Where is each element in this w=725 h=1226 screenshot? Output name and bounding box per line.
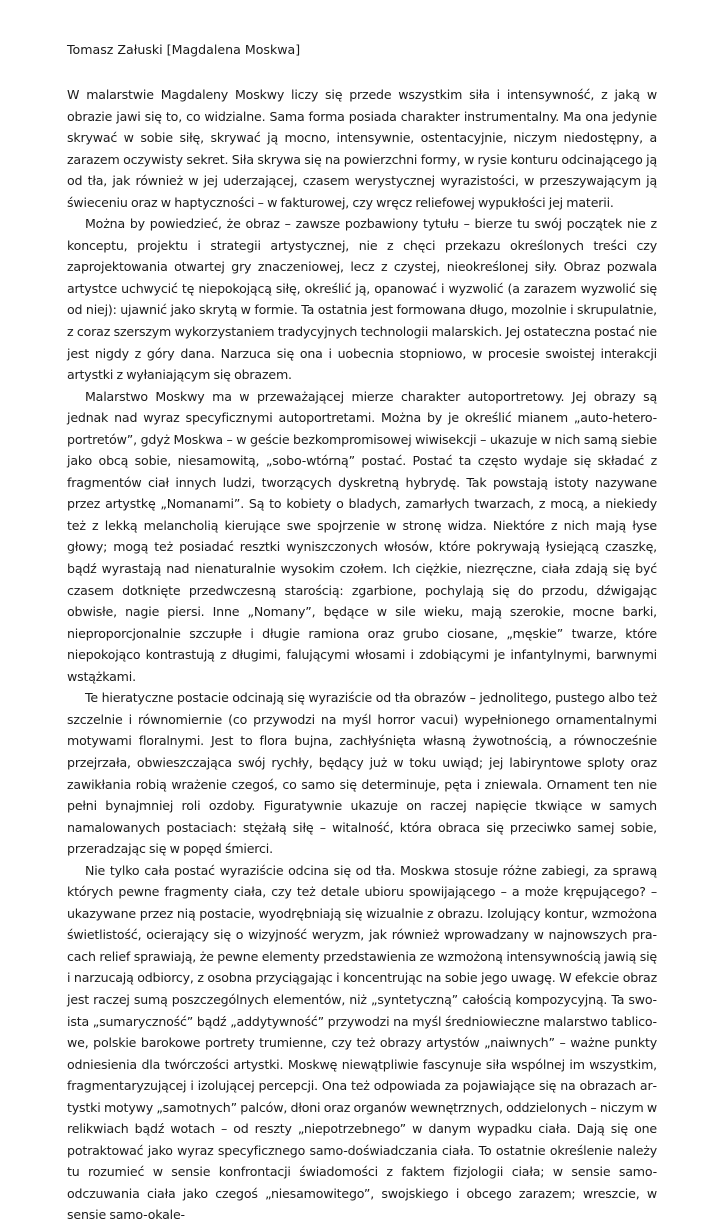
paragraph-5: Nie tylko cała postać wyraziście odcina się od tła. Moskwa stosuje różne zabiegi, za sprawą których pewne fragmenty ciała, czy też detale ubioru spowijającego – a może krępującego? – ukazywane przez nią postacie, wyodrębniają się wizualnie z obrazu. Izolujący kontur, wzmożona świetlistość, ocierający się o wizyjność weryzm, jak również wprowadzany w najnowszych pracach relief sprawiają, że pewne elementy przedstawienia ze wzmożoną intensywnością jawią się i narzucają odbiorcy, z osobna przyciągając i koncentrując na sobie jego uwagę. W efekcie obraz jest raczej sumą poszczególnych elementów, niż „syntetyczną” całością kompozycyjną. Ta swoista „sumaryczność” bądź „addytywność” przywodzi na myśl średniowieczne malarstwo tablicowe, polskie barokowe portrety trumienne, czy też obrazy artystów „naiwnych” – ważne punkty odniesienia dla twórczości artystki. Moskwę niewątpliwie fascynuje siła wspólnej im wszystkim, fragmentaryzującej i izolującej percepcji. Ona też odpowiada za pojawiające się na obrazach artystki motywy „samotnych” palców, dłoni oraz organów wewnętrznych, oddzielonych – niczym w relikwiach bądź wotach – od reszty „niepotrzebnego” w danym wypadku ciała. Dają się one potraktować jako wyraz specyficznego samo-doświadczania ciała. To ostatnie określenie należy tu rozumieć w sensie konfrontacji świadomości z faktem fizjologii ciała; w sensie samo-odczuwania ciała jako czegoś „niesamowitego”, swojskiego i obcego zarazem; wreszcie, w sensie samo-okale-: [67, 862, 657, 1223]
paragraph-1: W malarstwie Magdaleny Moskwy liczy się przede wszystkim siła i intensywność, z jaką w obrazie jawi się to, co widzialne. Sama forma posiada charakter instrumentalny. Ma ona jedynie skrywać w sobie siłę, skrywać ją mocno, intensywnie, ostentacyjnie, niczym niedostępny, a zarazem oczywisty sekret. Siła skrywa się na powierzchni formy, w rysie konturu odcinającego ją od tła, jak również w jej uderzającej, czasem werystycznej wyrazistości, w przeszywającym ją świeceniu oraz w haptyczności – w fakturowej, czy wręcz reliefowej wypukłości jej materii.: [67, 87, 657, 210]
paragraph-4: Te hieratyczne postacie odcinają się wyraziście od tła obrazów – jednolitego, pustego albo też szczelnie i równomiernie (co przywodzi na myśl horror vacui) wypełnionego ornamentalnymi motywami floralnymi. Jest to flora bujna, zachłyśnięta własną żywotnością, a równocześnie przejrzała, obwieszczająca swój rychły, będący już w toku uwiąd; jej labiryntowe sploty oraz zawikłania robią wrażenie czegoś, co samo się determinuje, pęta i zniewala. Ornament ten nie pełni bynajmniej roli ozdoby. Figuratywnie ukazuje on raczej napięcie tkwiące w samych namalowanych postaciach: stężałą siłę – witalność, która obraca się przeciwko samej sobie, przeradzając się w popęd śmierci.: [67, 690, 657, 857]
article-body: [67, 84, 657, 1226]
running-head: Tomasz Załuski [Magdalena Moskwa]: [67, 42, 301, 57]
document-page: [67, 40, 657, 1226]
paragraph-3: Malarstwo Moskwy ma w przeważającej mierze charakter autoportretowy. Jej obrazy są jednak nad wyraz specyficznymi autoportretami. Można by je określić mianem „auto-hetero-portretów”, gdyż Moskwa – w geście bezkompromisowej wiwisekcji – ukazuje w nich samą siebie jako obcą sobie, niesamowitą, „sobo-wtórną” postać. Postać ta często wydaje się składać z fragmentów ciał innych ludzi, tworzących dyskretną hybrydę. Tak powstają istoty nazywane przez artystkę „Nomanami”. Są to kobiety o bladych, zamarłych twarzach, z mocą, a niekiedy też z lekką melancholią kierujące swe spojrzenie w stronę widza. Niektóre z nich mają łyse głowy; mogą też posiadać resztki wyniszczonych włosów, które pokrywają łysiejącą czaszkę, bądź wyrastają nad nienaturalnie wysokim czołem. Ich ciężkie, niezręczne, ciała zdają się być czasem dotknięte przedwczesną starością: zgarbione, pochylają się do przodu, dźwigając obwisłe, nagie piersi. Inne „Nomany”, będące w sile wieku, mają szerokie, mocne barki, nieproporcjonalnie szczupłe i długie ramiona oraz grubo ciosane, „męskie” twarze, które niepokojąco kontrastują z długimi, falującymi włosami i zdobiącymi je infantylnymi, barwnymi wstążkami.: [67, 388, 657, 684]
paragraph-2: Można by powiedzieć, że obraz – zawsze pozbawiony tytułu – bierze tu swój początek nie z konceptu, projektu i strategii artystycznej, nie z chęci przekazu określonych treści czy zaprojektowania otwartej gry znaczeniowej, lecz z czystej, nieokreślonej siły. Obraz pozwala artystce uchwycić tę niepokojącą siłę, określić ją, opanować i wyzwolić (a zarazem wyzwolić się od niej): ujawnić jako skrytą w formie. Ta ostatnia jest formowana długo, mozolnie i skrupulatnie, z coraz szerszym wykorzystaniem tradycyjnych technologii malarskich. Jej ostateczna postać nie jest nigdy z góry dana. Narzuca się ona i uobecnia stopniowo, w procesie swoistej interakcji artystki z wyłaniającym się obrazem.: [67, 216, 657, 383]
